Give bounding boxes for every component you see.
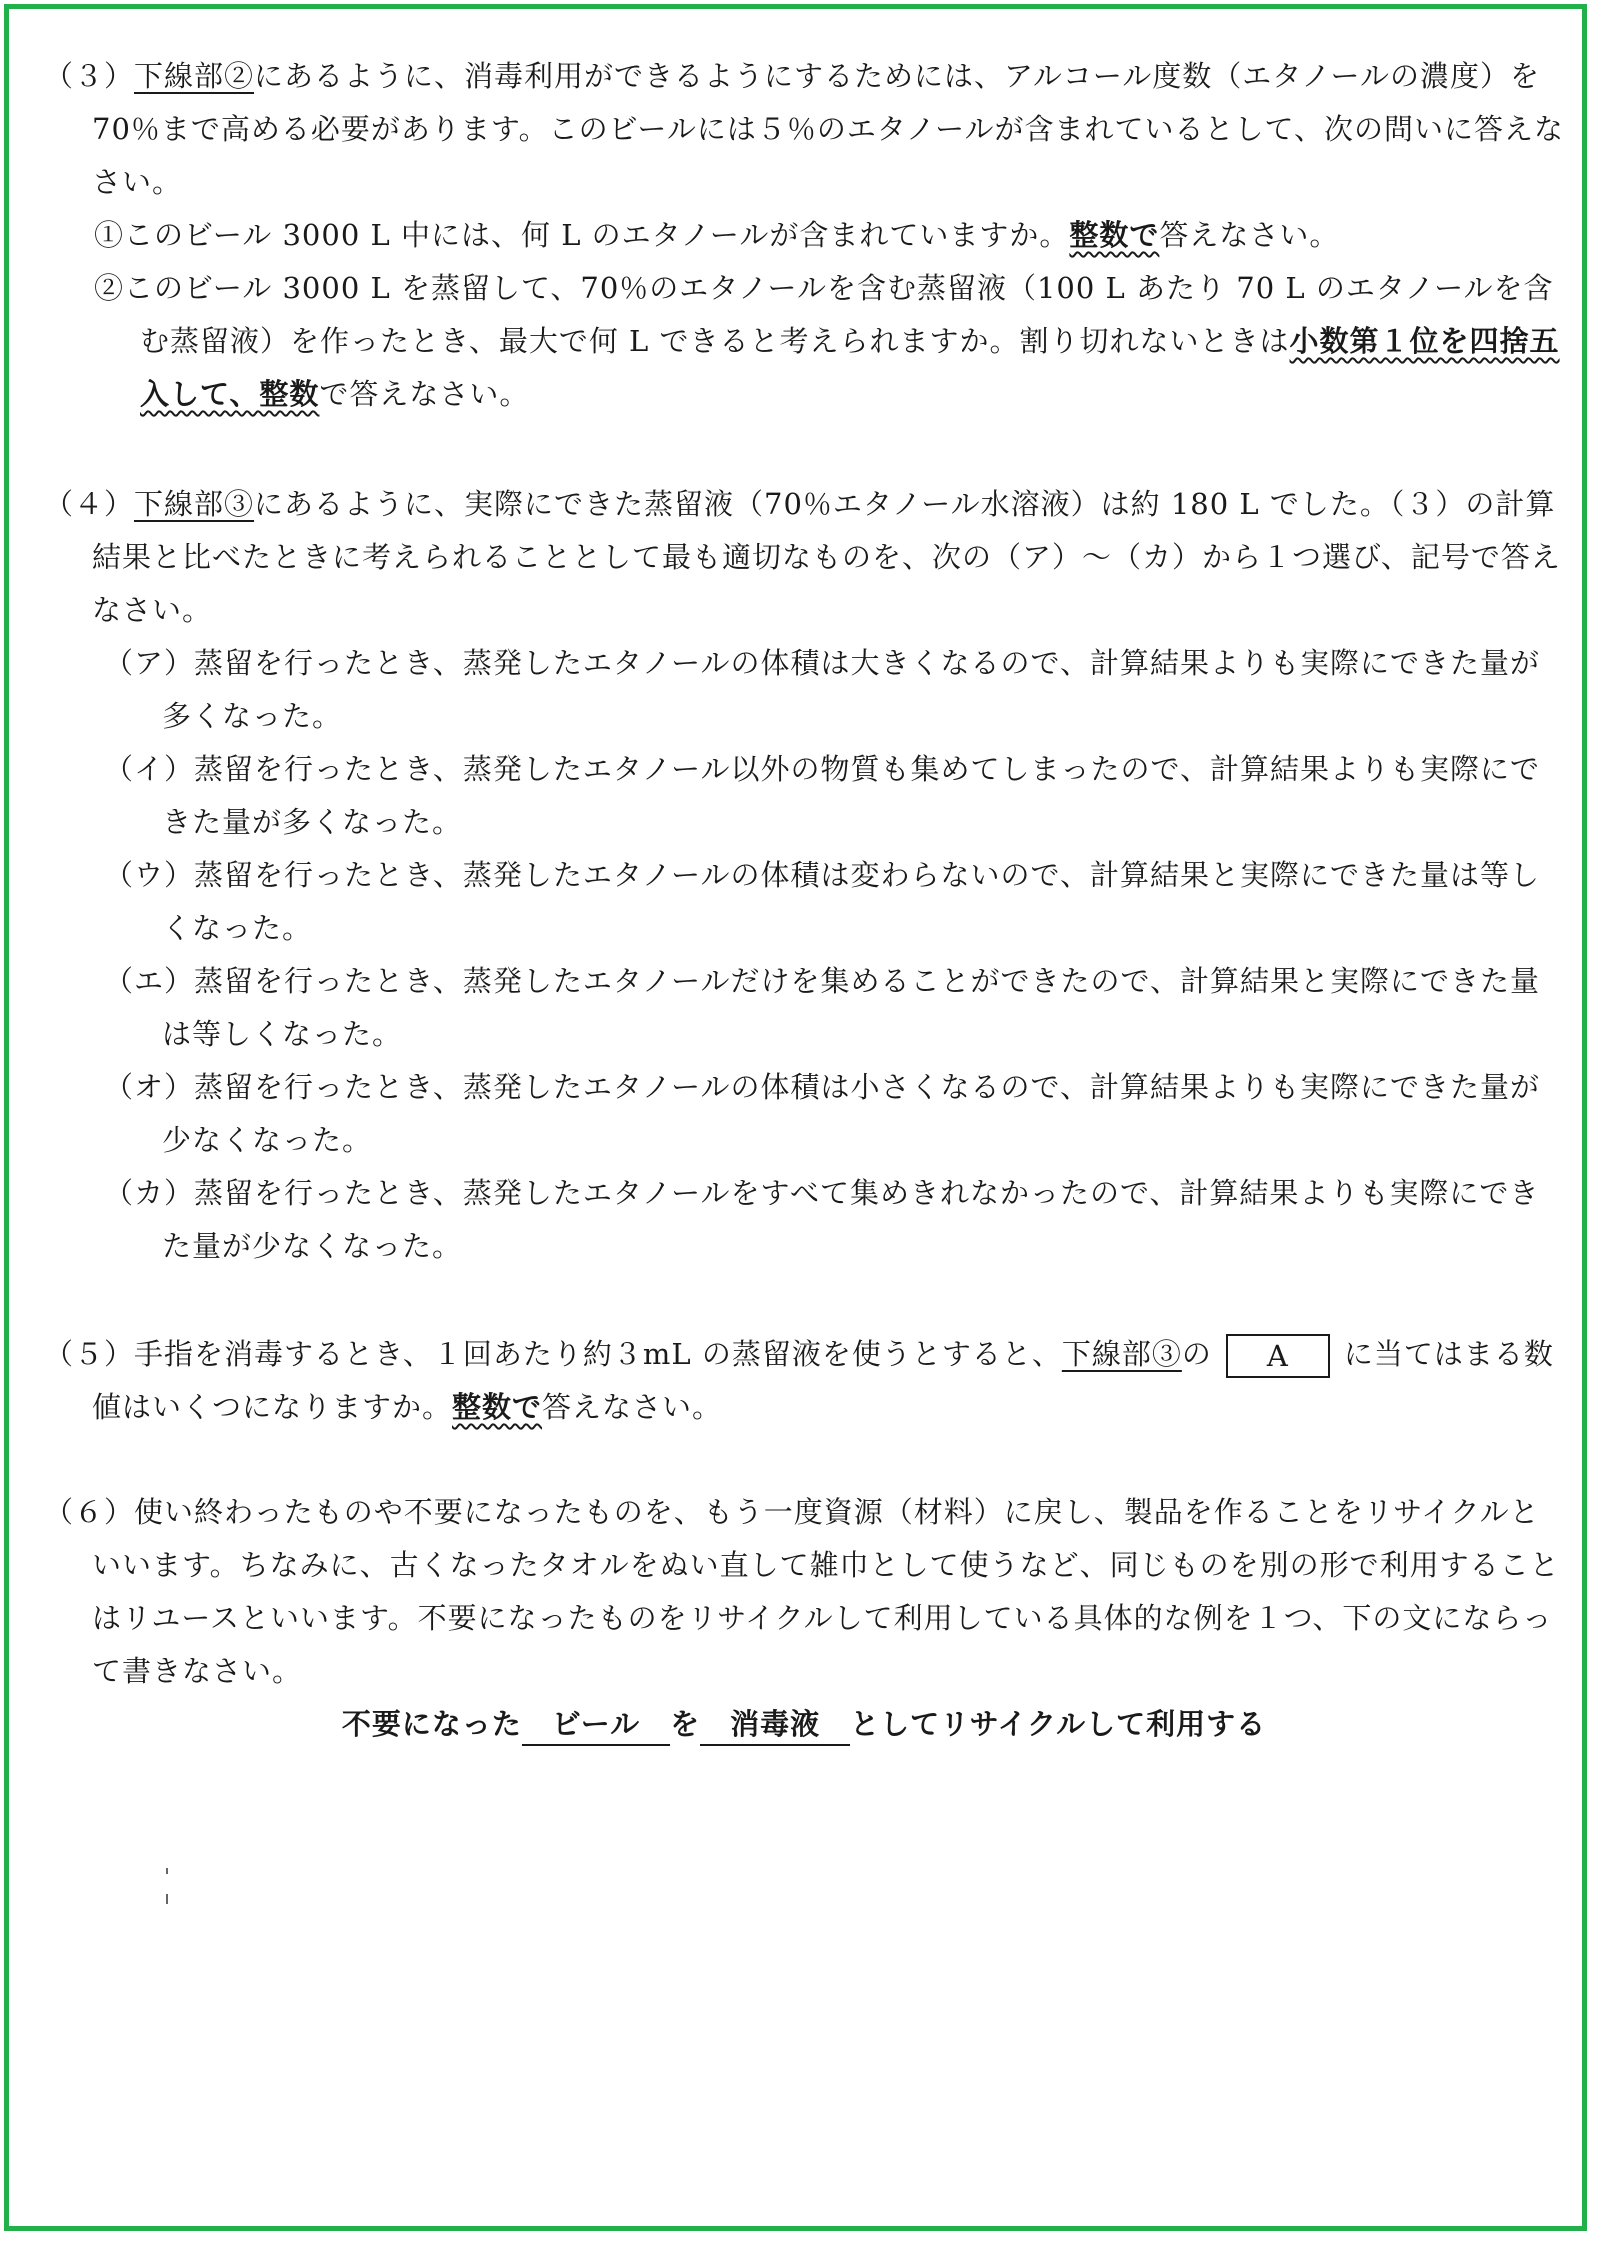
option-label: （ア） (104, 646, 195, 680)
emphasis-text: 整数で (1069, 218, 1160, 252)
option-o (44, 1061, 1564, 1167)
question-5-stem (44, 1328, 1564, 1434)
question-6-stem (44, 1486, 1564, 1698)
emphasis-text: 小数第１位を四捨五入して、整数 (140, 324, 1560, 411)
question-number: （６） (44, 1495, 135, 1529)
answer-box-a: A (1226, 1334, 1330, 1378)
option-label: （ウ） (104, 858, 195, 892)
option-i (44, 743, 1564, 849)
sub-question-2 (44, 262, 1564, 421)
scan-speck (166, 1868, 168, 1874)
question-text: に当てはまる数値はいくつになりますか。 (92, 1337, 1554, 1424)
option-a (44, 637, 1564, 743)
question-text: 使い終わったものや不要になったものを、もう一度資源（材料）に戻し、製品を作ることをリサイクルといいます。ちなみに、古くなったタオルをぬい直して雑巾として使うなど、同じものを別の形で利用することはリユースといいます。不要になったものをリサイクルして利用している具体的な例を１つ、下の文にならって書きなさい。 (92, 1495, 1560, 1688)
question-6 (44, 1486, 1564, 1751)
question-4 (44, 478, 1564, 1273)
sub-question-text: 答えなさい。 (1159, 218, 1340, 252)
option-text: 蒸留を行ったとき、蒸発したエタノールの体積は変わらないので、計算結果と実際にできた量は等しくなった。 (162, 858, 1540, 945)
option-text: 蒸留を行ったとき、蒸発したエタノールの体積は大きくなるので、計算結果よりも実際にできた量が多くなった。 (162, 646, 1540, 733)
sub-question-1 (44, 209, 1564, 262)
option-label: （イ） (104, 752, 195, 786)
question-number: （４） (44, 487, 135, 521)
question-text: の (1181, 1337, 1212, 1371)
sub-question-text: で答えなさい。 (319, 377, 530, 411)
question-number: （５） (44, 1337, 135, 1371)
question-text: にあるように、実際にできた蒸留液（70％エタノール水溶液）は約 180 L でした。（３）の計算結果と比べたときに考えられることとして最も適切なものを、次の（ア）～（カ）から１つ選び、記号で答えなさい。 (92, 487, 1561, 627)
question-4-stem (44, 478, 1564, 637)
scan-speck (166, 1894, 168, 1904)
sub-question-text: ①このビール 3000 L 中には、何 L のエタノールが含まれていますか。 (94, 218, 1070, 252)
question-5 (44, 1328, 1564, 1434)
option-u (44, 849, 1564, 955)
underlined-reference: 下線部③ (134, 487, 255, 521)
option-e (44, 955, 1564, 1061)
option-label: （オ） (104, 1070, 195, 1104)
option-text: 蒸留を行ったとき、蒸発したエタノールだけを集めることができたので、計算結果と実際にできた量は等しくなった。 (162, 964, 1540, 1051)
example-text: を (670, 1707, 701, 1741)
option-text: 蒸留を行ったとき、蒸発したエタノール以外の物質も集めてしまったので、計算結果よりも実際にできた量が多くなった。 (162, 752, 1540, 839)
question-number: （３） (44, 59, 135, 93)
option-ka (44, 1167, 1564, 1273)
example-text: としてリサイクルして利用する (850, 1707, 1267, 1741)
question-text: 答えなさい。 (542, 1390, 723, 1424)
question-text: 手指を消毒するとき、１回あたり約３mL の蒸留液を使うとすると、 (134, 1337, 1062, 1371)
option-text: 蒸留を行ったとき、蒸発したエタノールの体積は小さくなるので、計算結果よりも実際にできた量が少なくなった。 (162, 1070, 1540, 1157)
example-blank-1: ビール (522, 1704, 670, 1746)
example-sentence (44, 1698, 1564, 1751)
underlined-reference: 下線部③ (1061, 1337, 1182, 1371)
option-text: 蒸留を行ったとき、蒸発したエタノールをすべて集めきれなかったので、計算結果よりも実際にできた量が少なくなった。 (162, 1176, 1540, 1263)
underlined-reference: 下線部② (134, 59, 255, 93)
sub-question-text: ②このビール 3000 L を蒸留して、70％のエタノールを含む蒸留液（100 L あたり 70 L のエタノールを含む蒸留液）を作ったとき、最大で何 L できると考えられますか。割り切れないときは (94, 271, 1554, 358)
option-label: （エ） (104, 964, 195, 998)
question-text: にあるように、消毒利用ができるようにするためには、アルコール度数（エタノールの濃度）を70％まで高める必要があります。このビールには５％のエタノールが含まれているとして、次の問いに答えなさい。 (92, 59, 1564, 199)
emphasis-text: 整数で (452, 1390, 543, 1424)
example-text: 不要になった (341, 1707, 522, 1741)
example-blank-2: 消毒液 (700, 1704, 850, 1746)
question-3 (44, 50, 1564, 421)
question-3-stem (44, 50, 1564, 209)
option-label: （カ） (104, 1176, 195, 1210)
